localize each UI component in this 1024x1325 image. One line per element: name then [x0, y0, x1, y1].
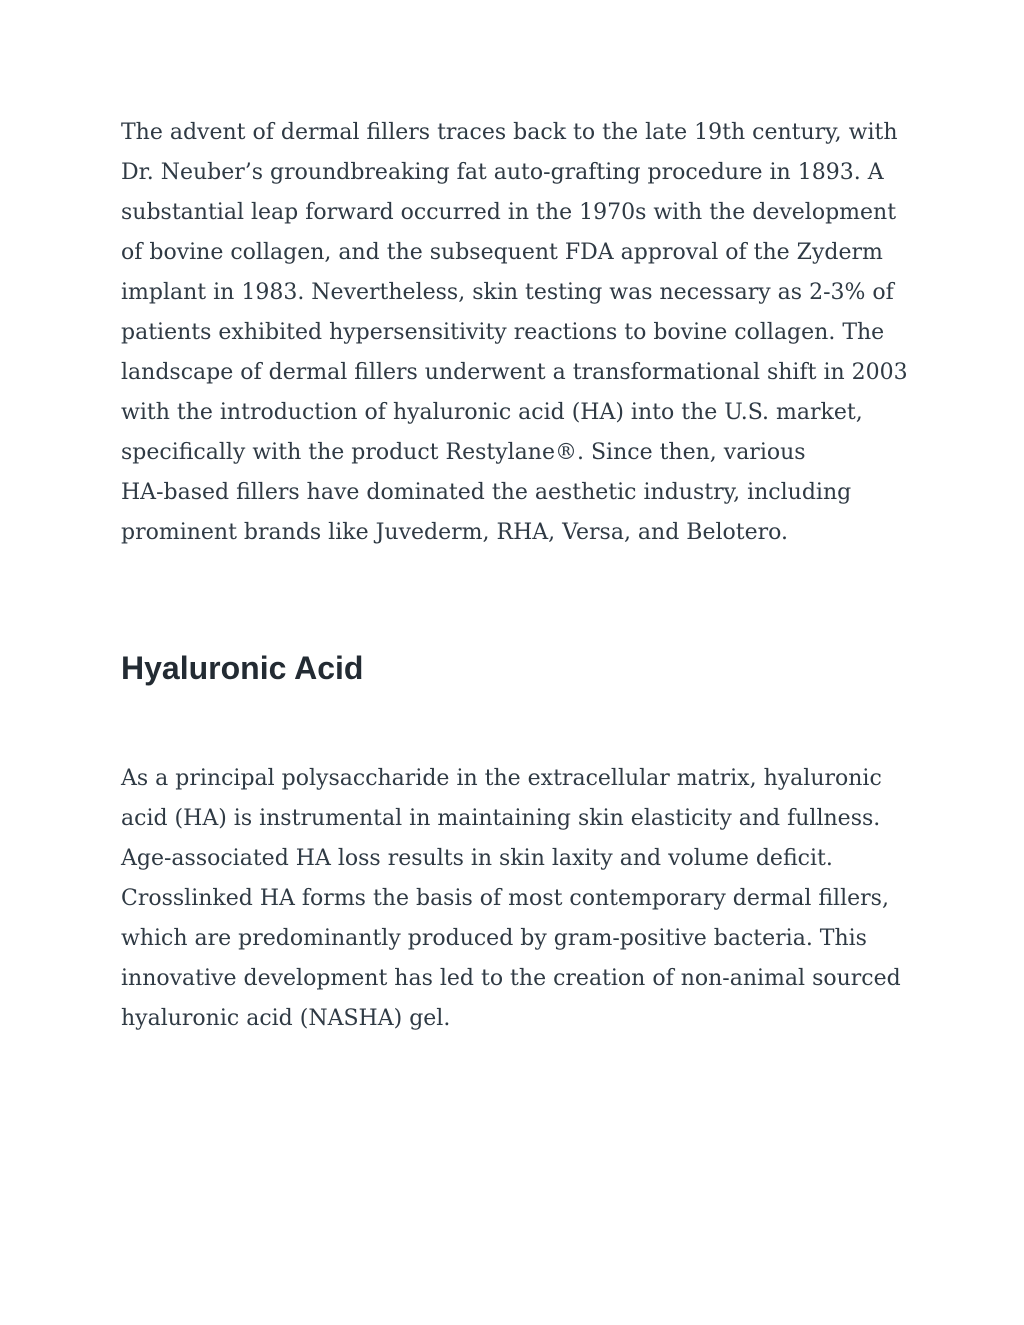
- paragraph-line: HA-based fillers have dominated the aesthetic industry, including: [121, 480, 852, 505]
- hyaluronic-acid-paragraph: [121, 759, 921, 1039]
- paragraph-line: landscape of dermal fillers underwent a transformational shift in 2003: [121, 360, 908, 385]
- paragraph-line: patients exhibited hypersensitivity reactions to bovine collagen. The: [121, 320, 885, 345]
- paragraph-line: specifically with the product Restylane®. Since then, various: [121, 440, 806, 465]
- paragraph-line: hyaluronic acid (NASHA) gel.: [121, 1006, 451, 1031]
- paragraph-line: innovative development has led to the creation of non-animal sourced: [121, 966, 901, 991]
- paragraph-line: The advent of dermal fillers traces back to the late 19th century, with: [121, 120, 898, 145]
- paragraph-line: Age-associated HA loss results in skin laxity and volume deficit.: [121, 846, 833, 871]
- paragraph-line: prominent brands like Juvederm, RHA, Versa, and Belotero.: [121, 520, 788, 545]
- paragraph-line: Dr. Neuber’s groundbreaking fat auto-grafting procedure in 1893. A: [121, 160, 884, 185]
- document-page: [121, 113, 921, 1039]
- paragraph-line: of bovine collagen, and the subsequent FDA approval of the Zyderm: [121, 240, 883, 265]
- section-heading: Hyaluronic Acid: [121, 650, 364, 686]
- paragraph-line: acid (HA) is instrumental in maintaining skin elasticity and fullness.: [121, 806, 881, 831]
- paragraph-line: Crosslinked HA forms the basis of most contemporary dermal fillers,: [121, 886, 889, 911]
- paragraph-line: which are predominantly produced by gram-positive bacteria. This: [121, 926, 867, 951]
- paragraph-line: substantial leap forward occurred in the 1970s with the development: [121, 200, 897, 225]
- paragraph-line: with the introduction of hyaluronic acid (HA) into the U.S. market,: [121, 400, 863, 425]
- paragraph-line: implant in 1983. Nevertheless, skin testing was necessary as 2-3% of: [121, 280, 894, 305]
- intro-paragraph: [121, 113, 921, 553]
- paragraph-line: As a principal polysaccharide in the extracellular matrix, hyaluronic: [121, 766, 882, 791]
